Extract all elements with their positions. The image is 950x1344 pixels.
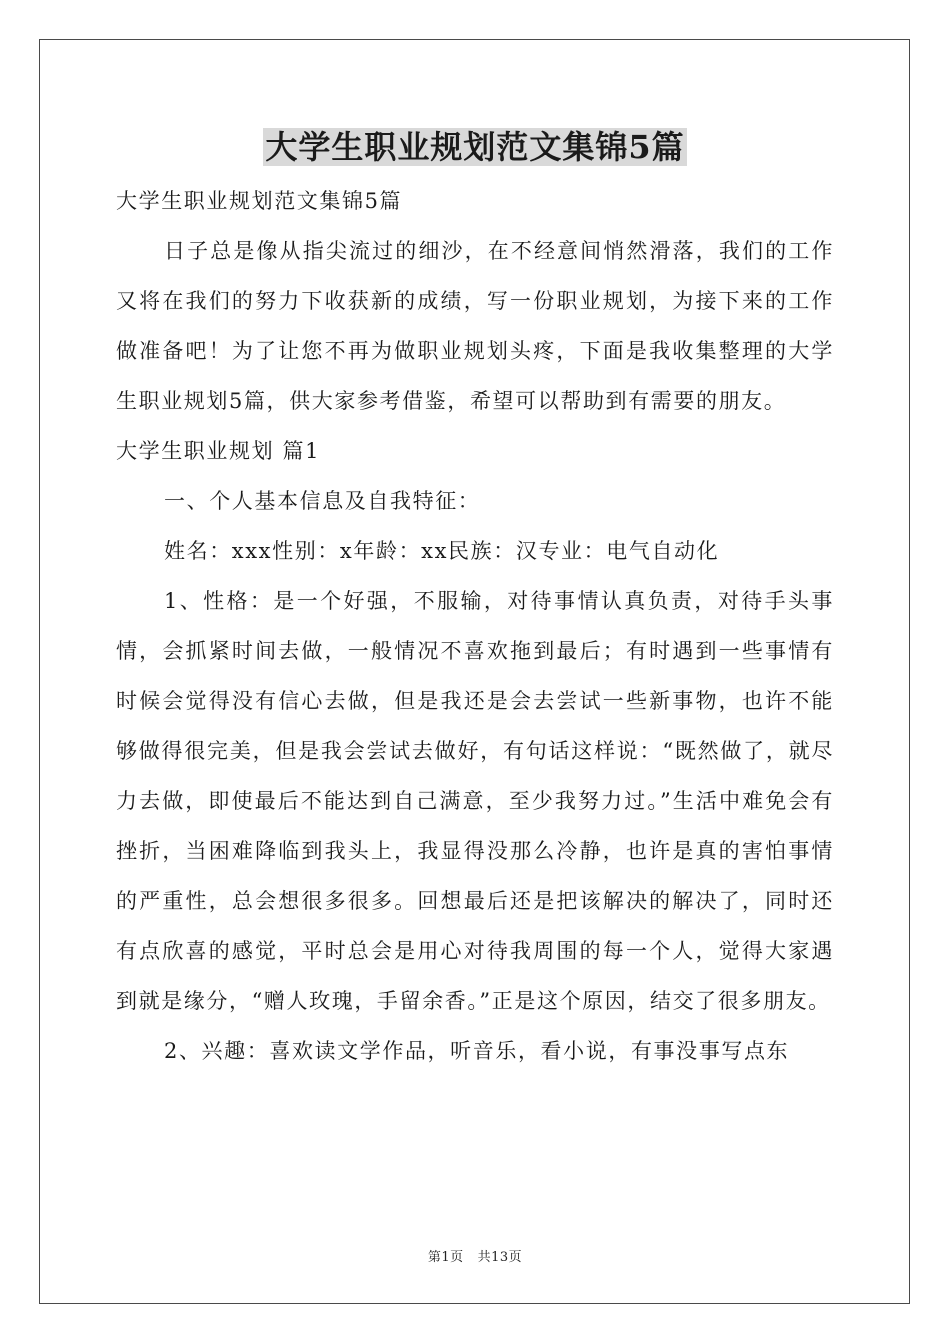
basic-info-line: 姓名：xxx性别：x年龄：xx民族：汉专业：电气自动化 <box>164 539 720 563</box>
page-number: 第1页 <box>427 1250 464 1265</box>
document-title <box>0 125 950 169</box>
document-title-text: 大学生职业规划范文集锦5篇 <box>265 128 685 166</box>
document-subtitle: 大学生职业规划范文集锦5篇 <box>116 189 403 213</box>
document-body <box>116 176 834 1076</box>
section-heading: 大学生职业规划 篇1 <box>116 439 321 463</box>
subsection-heading: 一、个人基本信息及自我特征： <box>164 489 481 513</box>
intro-paragraph: 日子总是像从指尖流过的细沙，在不经意间悄然滑落，我们的工作又将在我们的努力下收获新的成绩，写一份职业规划，为接下来的工作做准备吧！为了让您不再为做职业规划头疼，下面是我收集整理的大学生职业规划5篇，供大家参考借鉴，希望可以帮助到有需要的朋友。 <box>116 239 834 413</box>
personality-paragraph: 1、性格：是一个好强，不服输，对待事情认真负责，对待手头事情，会抓紧时间去做，一般情况不喜欢拖到最后；有时遇到一些事情有时候会觉得没有信心去做，但是我还是会去尝试一些新事物，也许不能够做得很完美，但是我会尝试去做好，有句话这样说：“既然做了，就尽力去做，即使最后不能达到自己满意，至少我努力过。”生活中难免会有挫折，当困难降临到我头上，我显得没那么冷静，也许是真的害怕事情的严重性，总会想很多很多。回想最后还是把该解决的解决了，同时还有点欣喜的感觉，平时总会是用心对待我周围的每一个人，觉得大家遇到就是缘分，“赠人玫瑰，手留余香。”正是这个原因，结交了很多朋友。 <box>116 589 834 1013</box>
page-total: 共13页 <box>477 1250 523 1265</box>
page-footer <box>0 1246 950 1265</box>
interest-paragraph: 2、兴趣：喜欢读文学作品，听音乐，看小说，有事没事写点东 <box>164 1039 790 1063</box>
